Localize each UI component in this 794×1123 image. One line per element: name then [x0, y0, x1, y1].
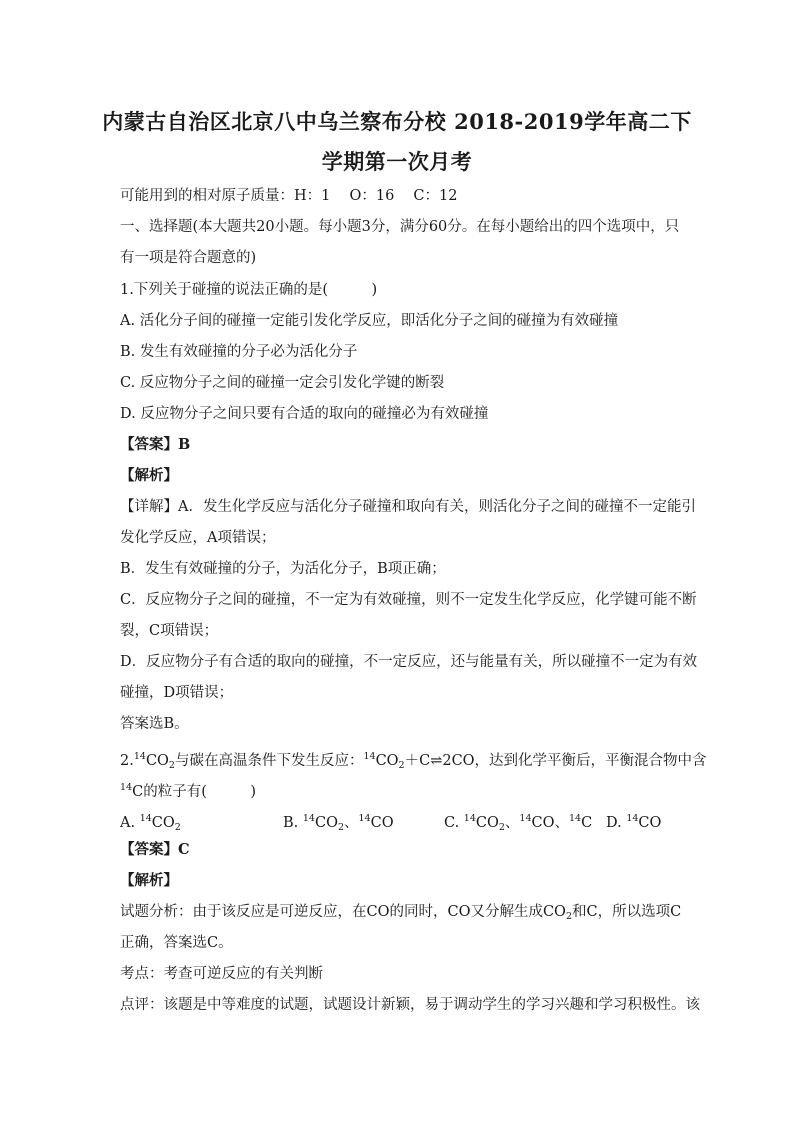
q2-kaodian: 考点：考查可逆反应的有关判断 — [120, 966, 323, 982]
q1-option-d: D. 反应物分子之间只要有合适的取向的碰撞必为有效碰撞 — [120, 406, 489, 422]
q2-option-a: A. $^{14}CO_2$ — [120, 813, 181, 833]
section-instruction: 一、选择题(本大题共20小题。每小题3分，满分60分。在每小题给出的四个选项中，只 — [120, 219, 680, 235]
q2-answer: 【答案】C — [120, 841, 190, 858]
q1-detail: 发化学反应，A项错误； — [120, 530, 276, 546]
q2-stem-cont: $^{14}$C的粒子有( ) — [120, 782, 257, 800]
q2-explanation: 试题分析：由于该反应是可逆反应，在CO的同时，CO又分解生成$CO_2$和C，所以选项C — [120, 904, 682, 922]
title-line-2: 学期第一次月考 — [321, 149, 473, 174]
q1-detail: B．发生有效碰撞的分子，为活化分子，B项正确； — [120, 561, 446, 577]
q1-detail: C．反应物分子之间的碰撞，不一定为有效碰撞，则不一定发生化学反应，化学键可能不断 — [120, 592, 697, 608]
q2-stem: $2.14CO_2$与碳在高温条件下发生反应：$^{14}CO_2+C\rightleftharpoons 2CO$，达到化学平衡后，平衡混合物中含 — [120, 751, 707, 771]
q1-option-c: C. 反应物分子之间的碰撞一定会引发化学键的断裂 — [120, 375, 445, 391]
q2-option-b: B. $^{14}CO_2$、$^{14}$CO — [283, 813, 394, 833]
q1-answer: 【答案】B — [120, 436, 191, 453]
q2-option-c: C. $^{14}CO_2$、$^{14}$CO、$^{14}$C — [444, 813, 593, 833]
q2-option-d: D. $^{14}$CO — [606, 813, 662, 831]
q2-analysis-heading: 【解析】 — [120, 872, 178, 889]
atomic-masses: 可能用到的相对原子质量：H：1 O：16 C：12 — [120, 188, 458, 204]
q1-analysis-heading: 【解析】 — [120, 467, 178, 484]
q2-dianping: 点评：该题是中等难度的试题，试题设计新颖，易于调动学生的学习兴趣和学习积极性。该 — [120, 997, 700, 1013]
q1-detail: 碰撞，D项错误； — [120, 685, 234, 701]
q1-stem: 1.下列关于碰撞的说法正确的是( ) — [120, 282, 378, 298]
q1-detail: 裂，C项错误； — [120, 623, 219, 639]
section-instruction-cont: 有一项是符合题意的) — [120, 250, 257, 266]
title-line-1: 内蒙古自治区北京八中乌兰察布分校 2018-2019学年高二下 — [102, 109, 692, 134]
q2-explanation-cont: 正确，答案选C。 — [120, 935, 233, 951]
q1-option-a: A. 活化分子间的碰撞一定能引发化学反应，即活化分子之间的碰撞为有效碰撞 — [120, 313, 619, 329]
q1-option-b: B. 发生有效碰撞的分子必为活化分子 — [120, 344, 358, 360]
q1-conclusion: 答案选B。 — [120, 716, 189, 732]
q1-detail: 【详解】A．发生化学反应与活化分子碰撞和取向有关，则活化分子之间的碰撞不一定能引 — [120, 499, 696, 515]
q1-detail: D．反应物分子有合适的取向的碰撞，不一定反应，还与能量有关，所以碰撞不一定为有效 — [120, 654, 698, 670]
